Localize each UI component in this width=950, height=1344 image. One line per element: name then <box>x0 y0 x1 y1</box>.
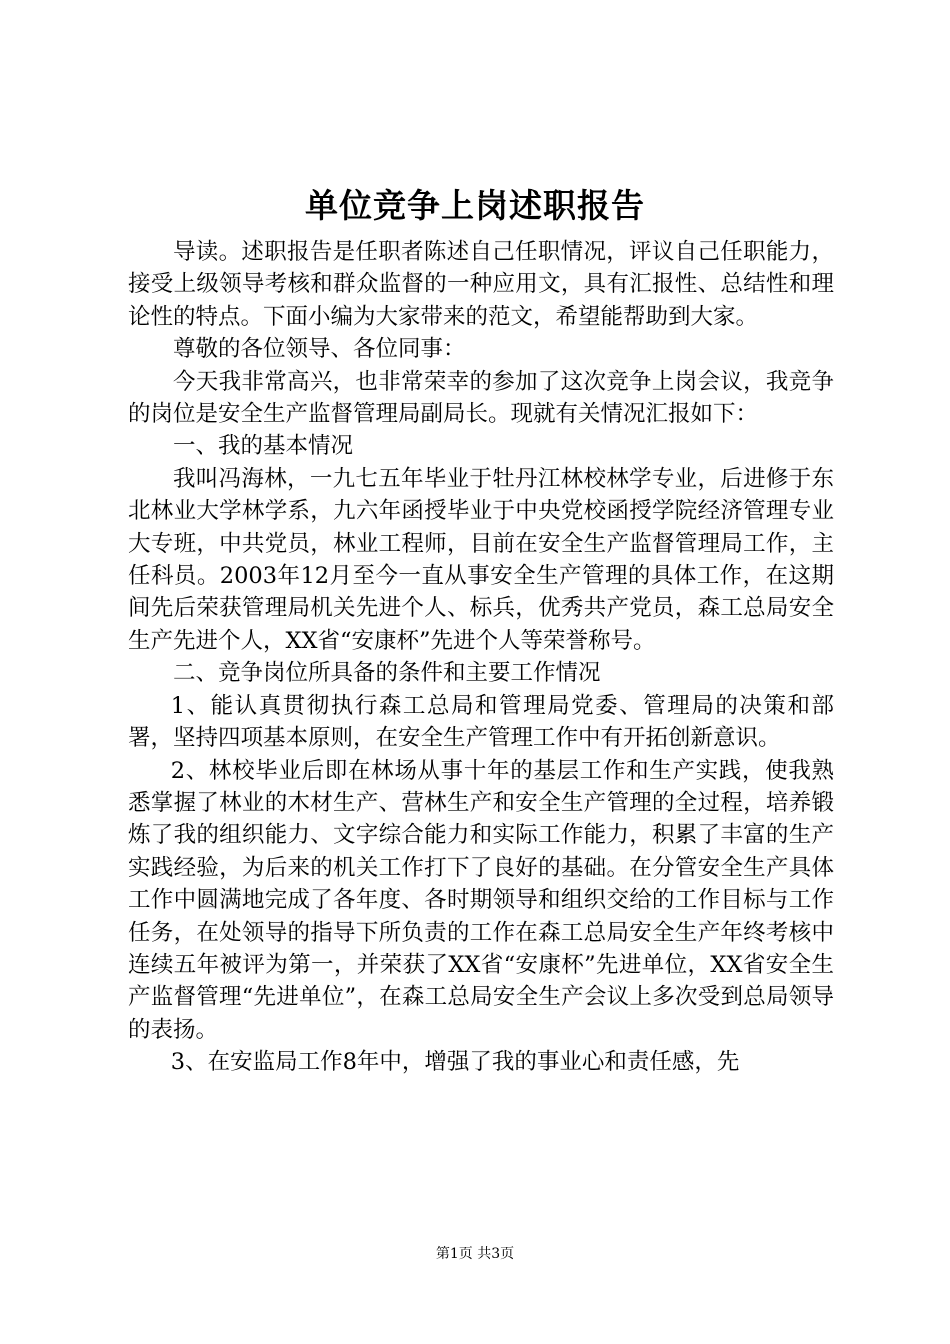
paragraph-item-2: 2、林校毕业后即在林场从事十年的基层工作和生产实践，使我熟悉掌握了林业的木材生产、营林生产和安全生产管理的全过程，培养锻炼了我的组织能力、文字综合能力和实际工作能力，积累了丰富的生产实践经验，为后来的机关工作打下了良好的基础。在分管安全生产具体工作中圆满地完成了各年度、各时期领导和组织交给的工作目标与工作任务，在处领导的指导下所负责的工作在森工总局安全生产年终考核中连续五年被评为第一，并荣获了XX省“安康杯”先进单位，XX省安全生产监督管理“先进单位”，在森工总局安全生产会议上多次受到总局领导的表扬。 <box>128 757 834 1043</box>
document-body <box>128 236 834 1079</box>
paragraph-item-3: 3、在安监局工作8年中，增强了我的事业心和责任感，先 <box>170 1049 740 1076</box>
paragraph-opening: 今天我非常高兴，也非常荣幸的参加了这次竞争上岗会议，我竞争的岗位是安全生产监督管理局副局长。现就有关情况汇报如下： <box>128 368 834 428</box>
page-footer: 第1页 共3页 <box>435 1246 515 1262</box>
paragraph-intro: 导读。述职报告是任职者陈述自己任职情况，评议自己任职能力，接受上级领导考核和群众监督的一种应用文，具有汇报性、总结性和理论性的特点。下面小编为大家带来的范文，希望能帮助到大家。 <box>128 239 834 330</box>
document-title: 单位竞争上岗述职报告 <box>305 186 645 225</box>
paragraph-basic-info: 我叫冯海林，一九七五年毕业于牡丹江林校林学专业，后进修于东北林业大学林学系，九六年函授毕业于中央党校函授学院经济管理专业大专班，中共党员，林业工程师，目前在安全生产监督管理局工作，主任科员。2003年12月至今一直从事安全生产管理的具体工作，在这期间先后荣获管理局机关先进个人、标兵，优秀共产党员，森工总局安全生产先进个人，XX省“安康杯”先进个人等荣誉称号。 <box>128 465 834 654</box>
paragraph-salutation: 尊敬的各位领导、各位同事： <box>173 336 466 363</box>
paragraph-item-1: 1、能认真贯彻执行森工总局和管理局党委、管理局的决策和部署，坚持四项基本原则，在安全生产管理工作中有开拓创新意识。 <box>128 692 834 752</box>
section-heading-basic-info: 一、我的基本情况 <box>173 433 354 460</box>
section-heading-qualifications: 二、竞争岗位所具备的条件和主要工作情况 <box>173 660 601 687</box>
